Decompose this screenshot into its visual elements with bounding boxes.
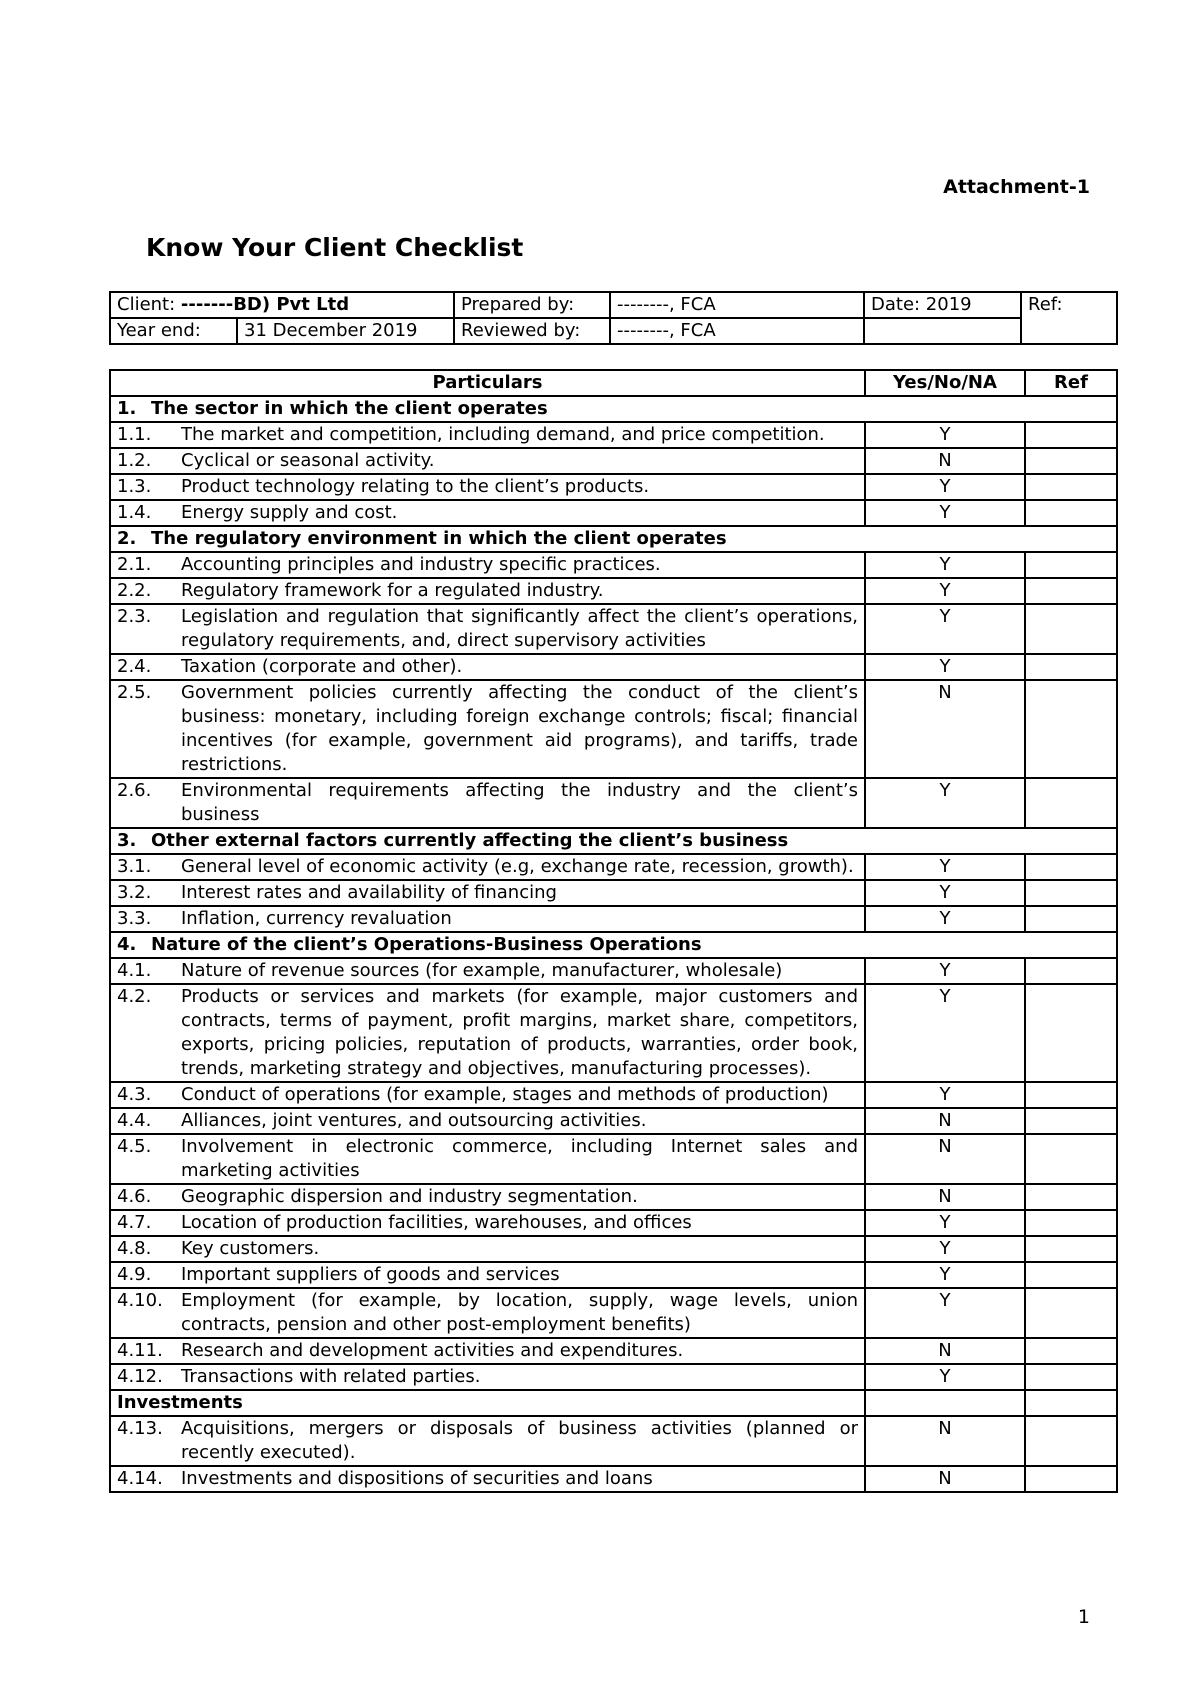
item-cell (110, 958, 865, 984)
section-row (110, 396, 1117, 422)
answer-cell: N (865, 1134, 1025, 1184)
item-text: Alliances, joint ventures, and outsourcing activities. (181, 1110, 647, 1131)
item-text: Legislation and regulation that significantly affect the client’s operations, regulatory requirements, and, direct supervisory activities (181, 606, 858, 651)
item-cell (110, 422, 865, 448)
ref-cell (1025, 984, 1117, 1082)
item-text: Cyclical or seasonal activity. (181, 450, 435, 471)
table-row (110, 604, 1117, 654)
item-text: Regulatory framework for a regulated industry. (181, 580, 604, 601)
item-number: 3.1. (117, 856, 152, 877)
item-number: 1.2. (117, 450, 152, 471)
item-cell (110, 1108, 865, 1134)
page-title: Know Your Client Checklist (146, 233, 524, 262)
ref-cell (1025, 1288, 1117, 1338)
item-text: Environmental requirements affecting the industry and the client’s business (181, 780, 858, 825)
col-particulars: Particulars (110, 370, 865, 396)
item-cell (110, 1466, 865, 1492)
ref-cell (1025, 1236, 1117, 1262)
item-number: 4.6. (117, 1186, 152, 1207)
item-text: Research and development activities and expenditures. (181, 1340, 684, 1361)
section-title: The regulatory environment in which the client operates (151, 528, 727, 549)
section-number: 4. (117, 934, 137, 955)
section-heading (110, 828, 1117, 854)
table-row (110, 1082, 1117, 1108)
item-cell (110, 500, 865, 526)
answer-cell: Y (865, 422, 1025, 448)
section-heading (110, 1390, 865, 1416)
ref-cell (1025, 1134, 1117, 1184)
answer-cell: N (865, 448, 1025, 474)
item-number: 4.9. (117, 1264, 152, 1285)
item-cell (110, 1210, 865, 1236)
section-row (110, 932, 1117, 958)
table-row (110, 474, 1117, 500)
item-cell (110, 1134, 865, 1184)
ref-cell (1025, 1210, 1117, 1236)
item-number: 3.3. (117, 908, 152, 929)
item-number: 4.8. (117, 1238, 152, 1259)
ref-cell (1025, 1466, 1117, 1492)
ref-cell (1025, 958, 1117, 984)
ref-cell (1025, 1184, 1117, 1210)
answer-cell: Y (865, 778, 1025, 828)
table-row (110, 1262, 1117, 1288)
section-number: 3. (117, 830, 137, 851)
section-title: The sector in which the client operates (151, 398, 548, 419)
attachment-label: Attachment-1 (943, 176, 1090, 198)
item-cell (110, 1416, 865, 1466)
section-heading (110, 526, 1117, 552)
answer-cell: N (865, 1338, 1025, 1364)
answer-cell: N (865, 1184, 1025, 1210)
table-row (110, 578, 1117, 604)
table-row (110, 1108, 1117, 1134)
table-row (110, 654, 1117, 680)
ref-cell (1025, 578, 1117, 604)
item-cell (110, 880, 865, 906)
ref-cell (1025, 448, 1117, 474)
answer-cell: N (865, 1108, 1025, 1134)
table-row (110, 500, 1117, 526)
table-row (110, 854, 1117, 880)
item-number: 4.13. (117, 1418, 163, 1439)
section-number: 2. (117, 528, 137, 549)
section-title: Nature of the client’s Operations-Business Operations (151, 934, 702, 955)
item-text: Location of production facilities, warehouses, and offices (181, 1212, 692, 1233)
item-text: Products or services and markets (for example, major customers and contracts, terms of payment, profit margins, market share, competitors, exports, pricing policies, reputation of products, warranties, order book, trends, marketing strategy and objectives, manufacturing processes). (181, 986, 858, 1079)
col-ref: Ref (1025, 370, 1117, 396)
section-row (110, 526, 1117, 552)
ref-cell: Ref: (1021, 292, 1117, 344)
item-cell (110, 654, 865, 680)
table-row (110, 1364, 1117, 1390)
section-heading (110, 932, 1117, 958)
item-cell (110, 854, 865, 880)
answer-cell: Y (865, 906, 1025, 932)
item-text: Product technology relating to the client’s products. (181, 476, 650, 497)
answer-cell: Y (865, 854, 1025, 880)
ref-cell (1025, 1108, 1117, 1134)
ref-cell (1025, 854, 1117, 880)
answer-cell: Y (865, 578, 1025, 604)
item-number: 4.4. (117, 1110, 152, 1131)
item-text: Involvement in electronic commerce, including Internet sales and marketing activities (181, 1136, 858, 1181)
table-row (110, 778, 1117, 828)
header-table (109, 291, 1118, 345)
page-number: 1 (1077, 1606, 1090, 1628)
answer-cell: N (865, 680, 1025, 778)
ref-cell (1025, 1262, 1117, 1288)
item-number: 2.4. (117, 656, 152, 677)
table-row (110, 1236, 1117, 1262)
table-row (110, 1134, 1117, 1184)
ref-cell (1025, 778, 1117, 828)
item-cell (110, 448, 865, 474)
item-cell (110, 1364, 865, 1390)
ref-cell (1025, 474, 1117, 500)
empty-cell (864, 318, 1021, 344)
item-cell (110, 552, 865, 578)
item-number: 4.12. (117, 1366, 163, 1387)
answer-cell: Y (865, 654, 1025, 680)
item-number: 4.7. (117, 1212, 152, 1233)
item-number: 4.11. (117, 1340, 163, 1361)
answer-cell: Y (865, 552, 1025, 578)
item-text: Accounting principles and industry specific practices. (181, 554, 661, 575)
answer-cell: Y (865, 880, 1025, 906)
ref-cell (1025, 1416, 1117, 1466)
ref-cell (1025, 1338, 1117, 1364)
item-cell (110, 1236, 865, 1262)
item-number: 2.1. (117, 554, 152, 575)
item-number: 2.3. (117, 606, 152, 627)
answer-cell: Y (865, 474, 1025, 500)
prepared-label: Prepared by: (454, 292, 610, 318)
item-number: 4.1. (117, 960, 152, 981)
answer-cell: Y (865, 958, 1025, 984)
answer-cell: Y (865, 1236, 1025, 1262)
table-row (110, 680, 1117, 778)
item-cell (110, 578, 865, 604)
ref-cell (1025, 500, 1117, 526)
item-number: 1.1. (117, 424, 152, 445)
item-number: 4.14. (117, 1468, 163, 1489)
prepared-value: --------, FCA (610, 292, 864, 318)
item-cell (110, 1262, 865, 1288)
ref-cell (1025, 880, 1117, 906)
item-text: General level of economic activity (e.g, exchange rate, recession, growth). (181, 856, 854, 877)
section-row (110, 828, 1117, 854)
ref-cell (1025, 1364, 1117, 1390)
table-row (110, 1466, 1117, 1492)
col-answer: Yes/No/NA (865, 370, 1025, 396)
item-cell (110, 906, 865, 932)
item-number: 1.3. (117, 476, 152, 497)
client-label: Client: (117, 294, 181, 315)
item-cell (110, 778, 865, 828)
section-heading (110, 396, 1117, 422)
answer-cell: Y (865, 1262, 1025, 1288)
answer-cell: Y (865, 1210, 1025, 1236)
table-row (110, 448, 1117, 474)
item-text: Geographic dispersion and industry segmentation. (181, 1186, 638, 1207)
item-text: Investments and dispositions of securities and loans (181, 1468, 653, 1489)
ref-cell (1025, 906, 1117, 932)
item-text: The market and competition, including demand, and price competition. (181, 424, 825, 445)
table-row (110, 958, 1117, 984)
answer-cell: Y (865, 984, 1025, 1082)
item-number: 4.10. (117, 1290, 163, 1311)
item-text: Energy supply and cost. (181, 502, 398, 523)
item-number: 2.5. (117, 682, 152, 703)
item-text: Important suppliers of goods and services (181, 1264, 560, 1285)
reviewed-value: --------, FCA (610, 318, 864, 344)
ref-cell (1025, 552, 1117, 578)
item-text: Taxation (corporate and other). (181, 656, 463, 677)
table-row (110, 1338, 1117, 1364)
checklist-rows (110, 396, 1117, 1492)
item-text: Nature of revenue sources (for example, manufacturer, wholesale) (181, 960, 783, 981)
ref-cell (1025, 1082, 1117, 1108)
table-row (110, 1288, 1117, 1338)
table-row (110, 1210, 1117, 1236)
answer-cell: N (865, 1416, 1025, 1466)
item-cell (110, 680, 865, 778)
item-number: 2.2. (117, 580, 152, 601)
table-row (110, 552, 1117, 578)
ref-cell (1025, 422, 1117, 448)
yearend-value: 31 December 2019 (237, 318, 454, 344)
ref-cell (1025, 1390, 1117, 1416)
section-title: Other external factors currently affecting the client’s business (151, 830, 789, 851)
table-row (110, 1416, 1117, 1466)
reviewed-label: Reviewed by: (454, 318, 610, 344)
date-cell: Date: 2019 (864, 292, 1021, 318)
answer-cell: Y (865, 1082, 1025, 1108)
item-number: 1.4. (117, 502, 152, 523)
table-row (110, 1184, 1117, 1210)
yearend-label: Year end: (110, 318, 237, 344)
item-text: Government policies currently affecting the conduct of the client’s business: monetary, including foreign exchange controls; fiscal; financial incentives (for example, government aid programs), and tariffs, trade restrictions. (181, 682, 858, 775)
item-text: Interest rates and availability of financing (181, 882, 557, 903)
answer-cell: N (865, 1466, 1025, 1492)
checklist-table (109, 369, 1118, 1493)
item-cell (110, 1082, 865, 1108)
item-text: Transactions with related parties. (181, 1366, 481, 1387)
table-row (110, 906, 1117, 932)
item-text: Employment (for example, by location, supply, wage levels, union contracts, pension and other post-employment benefits) (181, 1290, 858, 1335)
ref-cell (1025, 604, 1117, 654)
answer-cell: Y (865, 500, 1025, 526)
item-text: Conduct of operations (for example, stages and methods of production) (181, 1084, 829, 1105)
answer-cell (865, 1390, 1025, 1416)
item-number: 3.2. (117, 882, 152, 903)
item-cell (110, 1184, 865, 1210)
table-row (110, 880, 1117, 906)
answer-cell: Y (865, 1288, 1025, 1338)
answer-cell: Y (865, 1364, 1025, 1390)
section-number: 1. (117, 398, 137, 419)
item-text: Key customers. (181, 1238, 320, 1259)
table-row (110, 422, 1117, 448)
item-number: 4.5. (117, 1136, 152, 1157)
item-cell (110, 1288, 865, 1338)
client-value: -------BD) Pvt Ltd (180, 294, 350, 315)
item-number: 2.6. (117, 780, 152, 801)
ref-cell (1025, 654, 1117, 680)
ref-cell (1025, 680, 1117, 778)
item-number: 4.3. (117, 1084, 152, 1105)
item-number: 4.2. (117, 986, 152, 1007)
item-cell (110, 984, 865, 1082)
answer-cell: Y (865, 604, 1025, 654)
item-cell (110, 604, 865, 654)
subhead-title: Investments (117, 1392, 243, 1413)
client-cell (110, 292, 454, 318)
table-row (110, 984, 1117, 1082)
item-text: Acquisitions, mergers or disposals of business activities (planned or recently executed). (181, 1418, 858, 1463)
section-row (110, 1390, 1117, 1416)
item-text: Inflation, currency revaluation (181, 908, 452, 929)
item-cell (110, 474, 865, 500)
item-cell (110, 1338, 865, 1364)
